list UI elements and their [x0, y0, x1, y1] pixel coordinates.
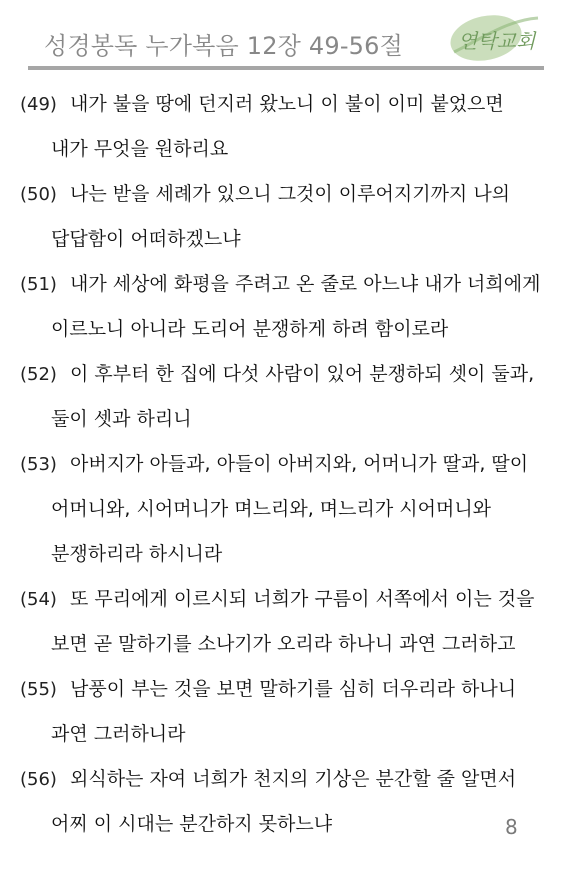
verse-text: 어머니와, 시어머니가 며느리와, 며느리가 시어머니와 [51, 498, 492, 520]
verse-number: (49) [20, 94, 57, 115]
verse-continuation-line [0, 307, 567, 352]
verse-text: 보면 곧 말하기를 소나기가 오리라 하나니 과연 그러하고 [51, 633, 516, 655]
page-title: 성경봉독 누가복음 12장 49-56절 [44, 32, 404, 60]
verse-line [0, 667, 567, 712]
church-logo [446, 12, 558, 64]
verse-line [0, 577, 567, 622]
verse-number: (53) [20, 454, 57, 475]
verse-line [0, 172, 567, 217]
verse-line [0, 82, 567, 127]
verse-text: 또 무리에게 이르시되 너희가 구름이 서쪽에서 이는 것을 [70, 588, 535, 610]
verse-text: 내가 세상에 화평을 주려고 온 줄로 아느냐 내가 너희에게 [70, 273, 541, 295]
verse-number: (54) [20, 589, 57, 610]
verse-text: 답답함이 어떠하겠느냐 [51, 228, 241, 250]
verse-number: (51) [20, 274, 57, 295]
verse-number: (52) [20, 364, 57, 385]
verse-continuation-line [0, 127, 567, 172]
verse-text: 이 후부터 한 집에 다섯 사람이 있어 분쟁하되 셋이 둘과, [70, 363, 535, 385]
verse-text: 이르노니 아니라 도리어 분쟁하게 하려 함이로라 [51, 318, 449, 340]
verse-continuation-line [0, 622, 567, 667]
verse-continuation-line [0, 712, 567, 757]
verse-text: 내가 불을 땅에 던지러 왔노니 이 불이 이미 붙었으면 [70, 93, 504, 115]
verse-continuation-line [0, 802, 567, 847]
verse-text: 외식하는 자여 너희가 천지의 기상은 분간할 줄 알면서 [70, 768, 517, 790]
verse-continuation-line [0, 217, 567, 262]
verse-number: (55) [20, 679, 57, 700]
slide-header [0, 0, 567, 70]
logo-lettering: 연탁교회 [458, 29, 536, 53]
verse-line [0, 757, 567, 802]
verse-continuation-line [0, 532, 567, 577]
page-number: 8 [505, 815, 518, 839]
verse-continuation-line [0, 487, 567, 532]
verse-number: (50) [20, 184, 57, 205]
verse-text: 아버지가 아들과, 아들이 아버지와, 어머니가 딸과, 딸이 [70, 453, 529, 475]
verse-number: (56) [20, 769, 57, 790]
verse-text: 나는 받을 세례가 있으니 그것이 이루어지기까지 나의 [70, 183, 511, 205]
scripture-passage [0, 82, 567, 847]
verse-text: 과연 그러하니라 [51, 723, 186, 745]
verse-text: 둘이 셋과 하리니 [51, 408, 192, 430]
verse-text: 분쟁하리라 하시니라 [51, 543, 223, 565]
verse-text: 남풍이 부는 것을 보면 말하기를 심히 더우리라 하나니 [70, 678, 517, 700]
verse-text: 내가 무엇을 원하리요 [51, 138, 229, 160]
verse-line [0, 442, 567, 487]
verse-text: 어찌 이 시대는 분간하지 못하느냐 [51, 813, 333, 835]
verse-line [0, 262, 567, 307]
verse-continuation-line [0, 397, 567, 442]
header-divider [28, 66, 544, 70]
verse-line [0, 352, 567, 397]
